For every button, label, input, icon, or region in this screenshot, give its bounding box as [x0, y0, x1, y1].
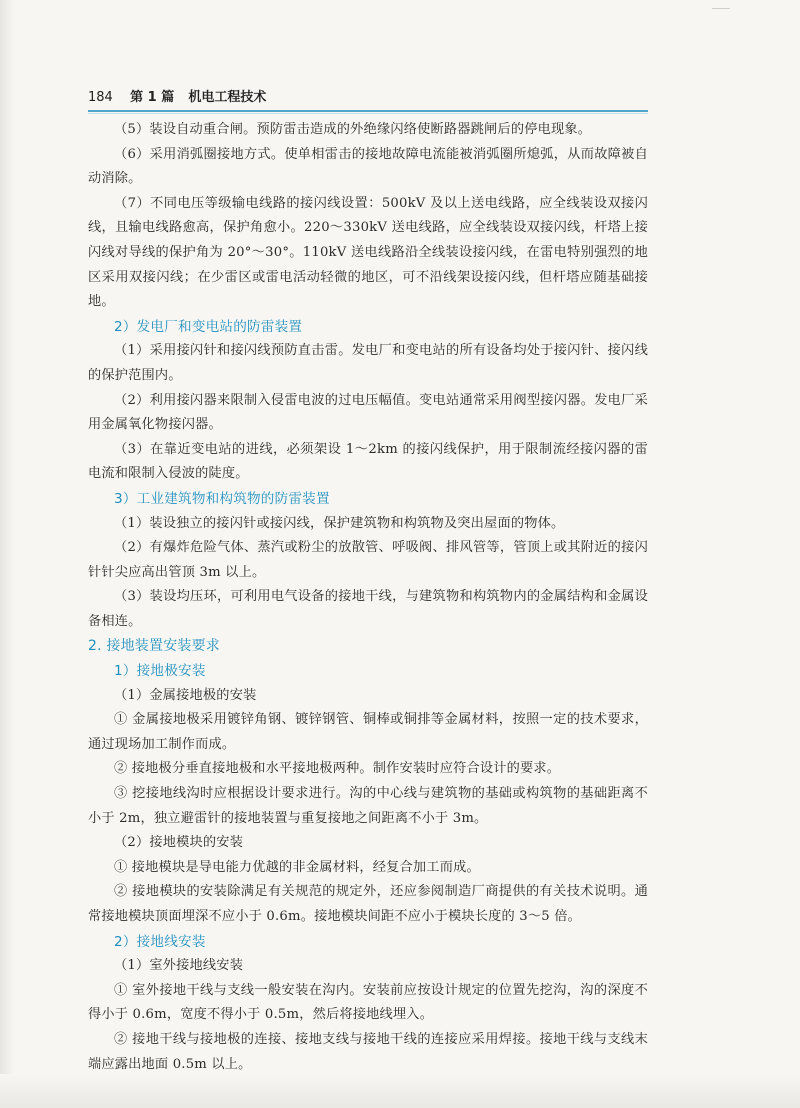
section-heading: 2）接地线安装	[114, 933, 206, 950]
paragraph: （7）不同电压等级输电线路的接闪线设置：500kV 及以上送电线路，应全线装设双接闪线，且输电线路愈高，保护角愈小。220～330kV 送电线路，应全线装设双接闪线，杆塔上接闪线对导线的保护角为 20°～30°。110kV 送电线路沿全线装设接闪线，在雷电特别强烈的地区采用双接闪线；在少雷区或雷电活动轻微的地区，可不沿线架设接闪线，但杆塔应随基础接地。	[88, 195, 648, 310]
paragraph: （1）室外接地线安装	[114, 958, 244, 974]
part-label: 第 1 篇	[130, 90, 175, 105]
paragraph: ② 接地干线与接地极的连接、接地支线与接地干线的连接应采用焊接。接地干线与支线末端应露出地面 0.5m 以上。	[88, 1031, 648, 1072]
paragraph: （6）采用消弧圈接地方式。使单相雷击的接地故障电流能被消弧圈所熄弧，从而故障被自动消除。	[88, 146, 648, 187]
paragraph: ① 接地模块是导电能力优越的非金属材料，经复合加工而成。	[114, 859, 480, 875]
paragraph: ① 金属接地极采用镀锌角钢、镀锌钢管、铜棒或铜排等金属材料，按照一定的技术要求，通过现场加工制作而成。	[88, 712, 648, 752]
paragraph: ③ 挖接地线沟时应根据设计要求进行。沟的中心线与建筑物的基础或构筑物的基础距离不小于 2m，独立避雷针的接地装置与重复接地之间距离不小于 3m。	[88, 786, 648, 826]
paragraph: （2）利用接闪器来限制入侵雷电波的过电压幅值。变电站通常采用阀型接闪器。发电厂采用金属氧化物接闪器。	[88, 392, 648, 433]
header-rule-light	[88, 113, 648, 114]
page-number: 184	[88, 90, 113, 105]
paragraph: （3）装设均压环，可利用电气设备的接地干线，与建筑物和构筑物内的金属结构和金属设备相连。	[88, 589, 648, 629]
page-bottom-shade	[0, 1074, 800, 1108]
paragraph: （2）接地模块的安装	[114, 835, 244, 851]
paragraph: （1）金属接地极的安装	[114, 687, 257, 703]
paragraph: ① 室外接地干线与支线一般安装在沟内。安装前应按设计规定的位置先挖沟，沟的深度不得小于 0.6m，宽度不得小于 0.5m，然后将接地线埋入。	[88, 982, 648, 1023]
page-binding-edge	[0, 0, 14, 1108]
chapter-subheading: 2. 接地装置安装要求	[88, 638, 221, 655]
corner-mark	[712, 8, 730, 15]
running-header	[88, 86, 648, 108]
paragraph: ② 接地模块的安装除满足有关规范的规定外，还应参阅制造厂商提供的有关技术说明。通常接地模块顶面埋深不应小于 0.6m。接地模块间距不应小于模块长度的 3～5 倍。	[88, 884, 648, 924]
paragraph: （5）装设自动重合闸。预防雷击造成的外绝缘闪络使断路器跳闸后的停电现象。	[114, 122, 592, 137]
paragraph: （1）采用接闪针和接闪线预防直击雷。发电厂和变电站的所有设备均处于接闪针、接闪线的保护范围内。	[88, 343, 648, 383]
paragraph: （2）有爆炸危险气体、蒸汽或粉尘的放散管、呼吸阀、排风管等，管顶上或其附近的接闪针针尖应高出管顶 3m 以上。	[88, 540, 648, 580]
section-heading: 1）接地极安装	[114, 663, 206, 680]
section-heading: 2）发电厂和变电站的防雷装置	[114, 318, 303, 335]
page-body	[88, 118, 648, 1077]
section-heading: 3）工业建筑物和构筑物的防雷装置	[114, 490, 330, 507]
paragraph: （3）在靠近变电站的进线，必须架设 1～2km 的接闪线保护，用于限制流经接闪器的雷电流和限制入侵波的陡度。	[88, 441, 648, 482]
header-rule	[88, 110, 648, 112]
paragraph: （1）装设独立的接闪针或接闪线，保护建筑物和构筑物及突出屋面的物体。	[114, 515, 565, 531]
header-title: 机电工程技术	[188, 90, 267, 105]
paragraph: ② 接地极分垂直接地极和水平接地极两种。制作安装时应符合设计的要求。	[114, 761, 561, 777]
